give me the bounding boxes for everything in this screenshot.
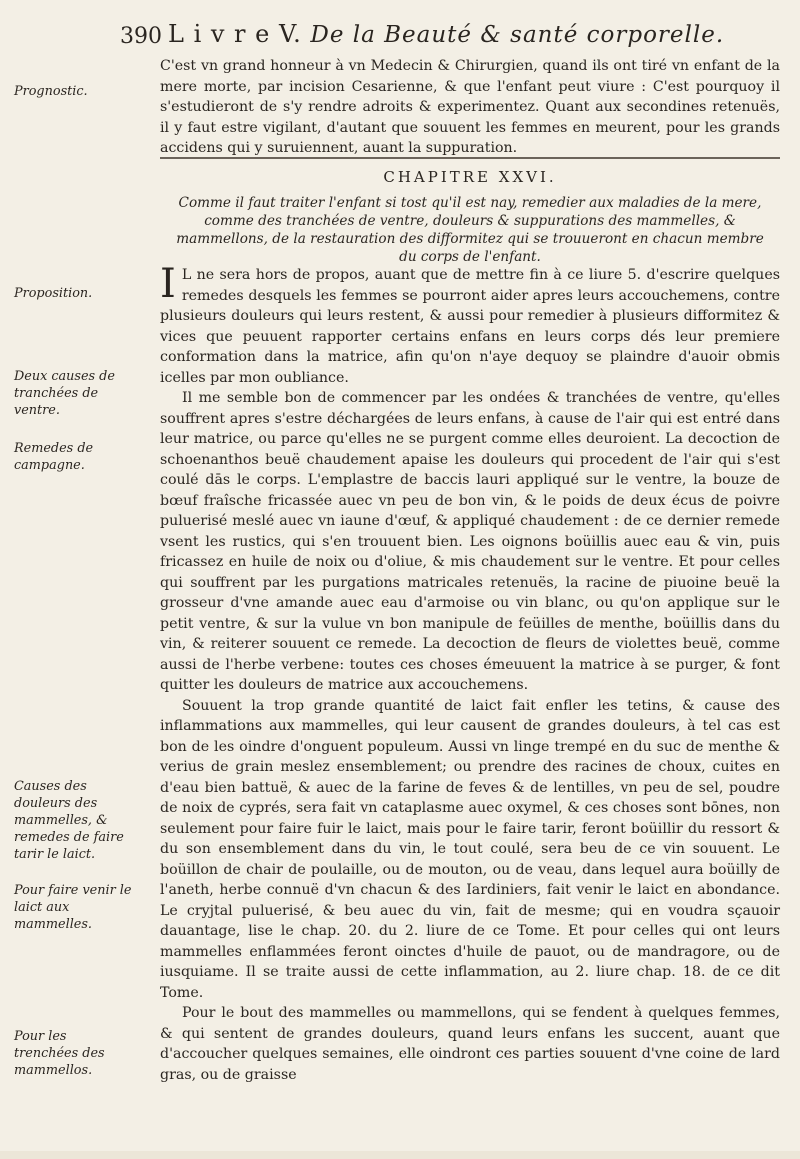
margin-note-proposition: Proposition. (14, 286, 93, 301)
margin-note-tranchees: Deux causes de tranchées de ventre. (14, 369, 115, 418)
margin-note-prognostic: Prognostic. (14, 84, 88, 99)
paragraph-2: Il me semble bon de commencer par les ondées & tranchées de ventre, qu'elles souffrent apres s'estre déchargées de leurs enfans, à cause de l'air qui est entré dans leur matrice, ou parce qu'elles ne se purgent comme elles deuroient. La decoction de schoenanthos beuë chaudement apaise les douleurs qui procedent de l'air qui s'est coulé dās le corps. L'emplastre de baccis lauri appliqué sur le ventre, la bouze de bœuf fraîsche fricassée auec vn peu de bon vin, & le poids de deux écus de poivre puluerisé meslé auec vn iaune d'œuf, & appliqué chaudement : de ce dernier remede vsent les rustics, qui s'en trouuent bien. Les oignons boüillis auec eau & vin, puis fricassez en huile de noix ou d'oliue, & mis chaudement sur le ventre. Et pour celles qui souffrent par les purgations matricales retenuës, la racine de piuoine beuë la grosseur d'vne amande auec eau d'armoise ou vin blanc, ou qu'on applique sur le petit ventre, & sur la vulue vn bon manipule de feüilles de menthe, boüillis dans du vin, & reiterer souuent ce remede. La decoction de fleurs de violettes beuë, comme aussi de l'herbe verbene: toutes ces choses émeuuent la matrice à se purger, & font quitter les douleurs de matrice aux accouchemens. (160, 390, 780, 693)
paragraph-1-text: L ne sera hors de propos, auant que de mettre fin à ce liure 5. d'escrire quelques remedes desquels les femmes se pourront aider apres leurs accouchemens, contre plusieurs douleurs qui leurs restent, & aussi pour remedier à plusieurs difformitez & vices que peuuent rapporter certains enfans en leurs corps dés leur premiere conformation dans la matrice, afin qu'on n'aye dequoy se plaindre d'auoir obmis icelles par mon oubliance. (160, 267, 780, 386)
running-title-subject: De la Beauté & santé corporelle. (310, 22, 725, 48)
intro-paragraph: C'est vn grand honneur à vn Medecin & Chirurgien, quand ils ont tiré vn enfant de la mere morte, par incision Cesarienne, & que l'enfant peut viure : C'est pourquoy il s'estudieront de s'y rendre adroits & experimentez. Quant aux secondines retenuës, il y faut estre vigilant, d'autant que souuent les femmes en meurent, pour les grands accidens qui y suruiennent, auant la suppuration. (160, 58, 780, 156)
chapter-body (160, 261, 780, 1085)
paragraph-3: Souuent la trop grande quantité de laict fait enfler les tetins, & cause des inflammations aux mammelles, qui leur causent de grandes douleurs, à tel cas est bon de les oindre d'onguent populeum. Aussi vn linge trempé en du suc de menthe & verius de grain meslez ensemblement; ou prendre des racines de choux, cuites en d'eau bien battuë, & auec de la farine de feves & de lentilles, vn peu de sel, poudre de noix de cyprés, sera fait vn cataplasme auec oxymel, & ces choses sont bōnes, non seulement pour faire fuir le laict, mais pour le faire tarir, feront boüillir du ressort & du son ensemblement dans du vin, le tout coulé, sera beu de ce vin souuent. Le boüillon de chair de poulaille, ou de mouton, ou de veau, dans lequel aura boüilly de l'aneth, herbe connuë d'vn chacun & des Iardiniers, fait venir le laict en abondance. Le cryjtal puluerisé, & beu auec du vin, fait de mesme; qui en voudra sçauoir dauantage, lise le chap. 20. du 2. liure de ce Tome. Et pour celles qui ont leurs mammelles enflammées feront oinctes d'huile de pauot, ou de mandragore, ou de iusquiame. Il se traite aussi de cette inflammation, au 2. liure chap. 18. de ce dit Tome. (160, 697, 780, 1001)
paragraph-4: Pour le bout des mammelles ou mammellons, qui se fendent à quelques femmes, & qui sentent de grandes douleurs, quand leurs enfans les succent, auant que d'accoucher quelques semaines, elle oindront ces parties souuent d'vne coine de lard gras, ou de graisse (160, 1005, 780, 1083)
chapter-title: CHAPITRE XXVI. (383, 168, 557, 186)
paragraph-1 (160, 261, 780, 388)
running-title-book: L i v r e V. (168, 20, 302, 48)
margin-note-trenchees-mammellons: Pour les trenchées des mammellos. (14, 1029, 105, 1078)
page-header (120, 18, 760, 52)
margin-note-remedes: Remedes de campagne. (14, 441, 94, 473)
page-number: 390 (120, 24, 162, 49)
chapter-summary: Comme il faut traiter l'enfant si tost qu'il est nay, remedier aux maladies de la mere, comme des tranchées de ventre, douleurs & suppurations des mammelles, & mammellons, de la restauration des difformitez qui se trouueront en chacun membre du corps de l'enfant. (176, 195, 764, 265)
margin-note-laict: Pour faire venir le laict aux mammelles. (14, 883, 132, 932)
running-title (168, 20, 724, 48)
drop-cap: I (160, 261, 176, 307)
page-bottom-edge (0, 1151, 800, 1159)
margin-note-mammelles: Causes des douleurs des mammelles, & remedes de faire tarir le laict. (14, 779, 124, 862)
section-divider (160, 157, 780, 159)
